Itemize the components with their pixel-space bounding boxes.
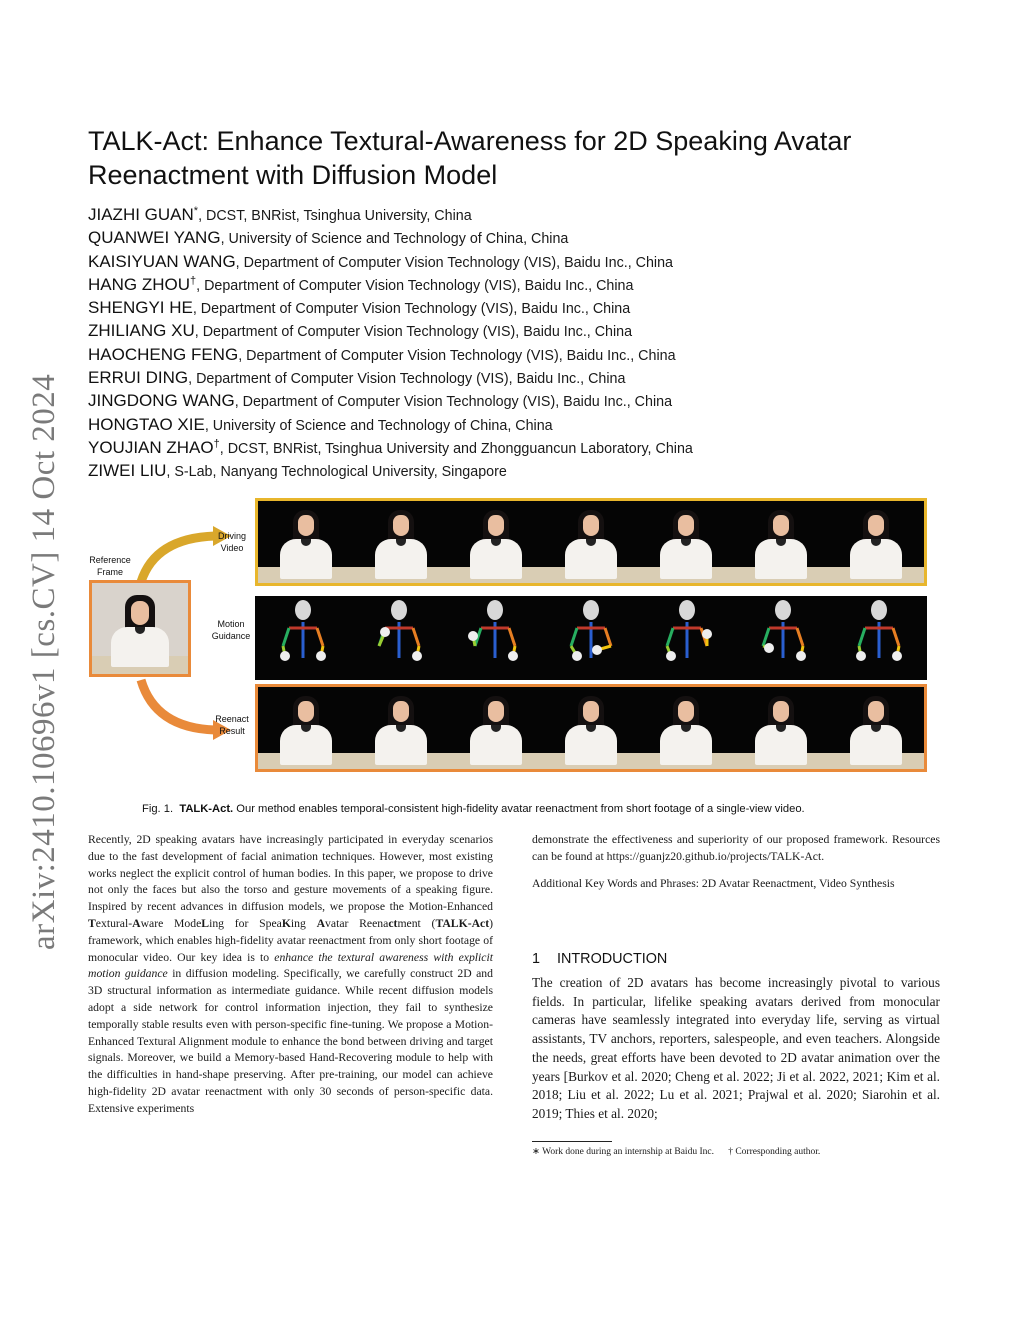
driving-video-strip [255, 498, 927, 586]
author-name: JINGDONG WANG [88, 391, 235, 411]
left-hand [572, 651, 582, 661]
right-hand [508, 651, 518, 661]
author-line [88, 340, 908, 363]
author-name: JIAZHI GUAN [88, 205, 194, 224]
section-heading [532, 951, 667, 967]
label-reference-frame: Reference Frame [89, 555, 131, 577]
face-mesh [679, 600, 695, 620]
right-upper-arm [509, 628, 515, 646]
left-upper-arm [283, 628, 289, 646]
author-affiliation: , Department of Computer Vision Technology (VIS), Baidu Inc., China [188, 371, 626, 388]
driving-frame [829, 501, 924, 583]
author-affiliation: , DCST, BNRist, Tsinghua University and Zhongguancun Laboratory, China [219, 440, 693, 457]
result-frame [829, 687, 924, 769]
author-affiliation: , University of Science and Technology of China, China [204, 417, 553, 434]
result-frame [258, 687, 353, 769]
author-name: ZHILIANG XU [88, 321, 195, 341]
abstract-text [88, 832, 493, 1118]
face-mesh [583, 600, 599, 620]
caption-text: Our method enables temporal-consistent high-fidelity avatar reenactment from short footage of a single-view video. [233, 803, 805, 815]
motion-frame [639, 596, 735, 680]
caption-prefix: Fig. 1. [142, 803, 174, 815]
left-upper-arm [859, 628, 865, 646]
pose-skeleton [447, 596, 543, 680]
introduction-text: The creation of 2D avatars has become increasingly pivotal to various fields. In particular, lifelike speaking avatars derived from monocular cameras have seamlessly integrated into everyday life, serving as virtual assistants, TV anchors, reporters, salespeople, and even teachers. Alongside the needs, great efforts have been devoted to 2D avatar animation over the years [Burkov et al. 2020; Cheng et al. 2022; Ji et al. 2022, 2021; Kim et al. 2018; Liu et al. 2022; Lu et al. 2021; Prajwal et al. 2020; Siarohin et al. 2019; Thies et al. 2020; [532, 975, 940, 1121]
abstract-bold: A [316, 916, 326, 930]
author-name: ZIWEI LIU [88, 461, 167, 481]
author-line [88, 200, 908, 223]
author-line [88, 223, 908, 246]
result-frame [639, 687, 734, 769]
left-hand [468, 631, 478, 641]
arxiv-identifier: arXiv:2410.10696v1 [cs.CV] 14 Oct 2024 [26, 373, 62, 950]
author-list [88, 200, 908, 480]
author-superscript: † [190, 274, 197, 287]
author-line [88, 293, 908, 316]
driving-frame [639, 501, 734, 583]
abstract-italic: enhance the textural awareness with explicit motion guidance [88, 950, 493, 981]
author-affiliation: , Department of Computer Vision Technology (VIS), Baidu Inc., China [192, 301, 631, 318]
abstract-part: ware Mode [140, 916, 202, 930]
author-line [88, 363, 908, 386]
author-name: YOUJIAN ZHAO [88, 437, 214, 457]
motion-frame [543, 596, 639, 680]
motion-frame [447, 596, 543, 680]
author-line [88, 410, 908, 433]
abstract-bold: T [88, 916, 96, 930]
footnote-text: Corresponding author. [732, 1147, 821, 1157]
author-name: HAOCHENG FENG [88, 344, 239, 364]
author-affiliation: , Department of Computer Vision Technology (VIS), Baidu Inc., China [235, 254, 674, 271]
right-hand [316, 651, 326, 661]
pose-skeleton [831, 596, 927, 680]
motion-frame [351, 596, 447, 680]
author-line [88, 386, 908, 409]
abstract-part: Recently, 2D speaking avatars have increasingly participated in everyday scenarios due to the fast development of facial animation techniques. However, most existing works neglect the explicit control of human bodies. In this paper, we propose to drive not only the faces but also the torso and gesture movements of a speaking figure. Inspired by recent advances in diffusion models, we propose the Motion-Enhanced [88, 833, 493, 914]
left-upper-arm [571, 628, 577, 646]
right-upper-arm [605, 628, 611, 646]
author-name: HANG ZHOU [88, 274, 190, 294]
figure-teaser [85, 496, 930, 786]
abstract-part: ing for Spea [209, 916, 282, 930]
footnote-text: Work done during an internship at Baidu Inc. [539, 1147, 714, 1157]
motion-guidance-strip [255, 596, 927, 680]
result-frame [543, 687, 638, 769]
paper-title: TALK-Act: Enhance Textural-Awareness for 2D Speaking Avatar Reenactment with Diffusion Model [88, 126, 852, 190]
abstract-part: vatar Reena [325, 916, 389, 930]
abstract-part: ing [290, 916, 317, 930]
left-hand [666, 651, 676, 661]
keywords: Additional Key Words and Phrases: 2D Avatar Reenactment, Video Synthesis [532, 877, 895, 890]
footnote-divider [532, 1141, 612, 1142]
author-affiliation: , University of Science and Technology of China, China [220, 231, 569, 248]
label-driving-video: Driving Video [217, 531, 246, 553]
pose-skeleton [735, 596, 831, 680]
author-affiliation: , S-Lab, Nanyang Technological University, Singapore [166, 464, 507, 481]
driving-frame [258, 501, 353, 583]
label-motion-guidance: Motion Guidance [211, 619, 251, 641]
pose-skeleton [543, 596, 639, 680]
arrow-to-result [141, 680, 215, 730]
author-name: ERRUI DING [88, 368, 189, 388]
reenact-result-strip [255, 684, 927, 772]
face-mesh [871, 600, 887, 620]
face-mesh [487, 600, 503, 620]
abstract-part: ment ( [397, 916, 436, 930]
author-affiliation: , Department of Computer Vision Technology (VIS), Baidu Inc., China [194, 324, 633, 341]
abstract-part: in diffusion modeling. Specifically, we carefully construct 2D and 3D structural information as intermediate guidance. While recent diffusion models adopt a side network for control information injection, they fail to synthesize temporally stable results even with person-specific fine-tuning. We propose a Motion-Enhanced Textural Alignment module to enhance the bond between driving and target signals. Moreover, we build a Memory-based Hand-Recovering module to help with the difficulties in hand-shape preserving. After pre-training, our model can achieve high-fidelity 2D avatar reenactment with only 30 seconds of person-specific data. Extensive experiments [88, 967, 493, 1115]
right-hand [412, 651, 422, 661]
abstract-part: extural- [95, 916, 133, 930]
right-hand [796, 651, 806, 661]
face-mesh [775, 600, 791, 620]
caption-title: TALK-Act. [179, 803, 234, 815]
right-upper-arm [797, 628, 803, 646]
driving-frame [543, 501, 638, 583]
result-frame [448, 687, 543, 769]
pose-skeleton [255, 596, 351, 680]
driving-frame [448, 501, 543, 583]
figure-caption [142, 803, 902, 815]
author-name: QUANWEI YANG [88, 228, 221, 248]
pose-skeleton [351, 596, 447, 680]
abstract-bold: A [132, 916, 141, 930]
result-frame [353, 687, 448, 769]
motion-frame [255, 596, 351, 680]
abstract-bold: ct [388, 916, 398, 930]
right-hand [592, 645, 602, 655]
motion-frame [831, 596, 927, 680]
left-upper-arm [667, 628, 673, 646]
left-hand [764, 643, 774, 653]
author-name: HONGTAO XIE [88, 414, 205, 434]
author-line [88, 270, 908, 293]
abstract-continued: demonstrate the effectiveness and superiority of our proposed framework. Resources can be found at https://guanjz20.github.io/projects/TALK-Act. [532, 833, 940, 863]
right-upper-arm [317, 628, 323, 646]
reference-frame-image [89, 580, 191, 677]
footnote-dagger: † [728, 1147, 733, 1157]
author-superscript: * [193, 205, 199, 217]
right-upper-arm [413, 628, 419, 646]
right-hand [892, 651, 902, 661]
left-hand [380, 627, 390, 637]
driving-frame [734, 501, 829, 583]
left-hand [856, 651, 866, 661]
face-mesh [391, 600, 407, 620]
author-name: SHENGYI HE [88, 298, 193, 318]
label-reenact-result: Reenact Result [215, 714, 249, 736]
footnote-star: ∗ [532, 1147, 540, 1157]
author-superscript: † [213, 437, 220, 450]
footnote [532, 1146, 820, 1157]
author-affiliation: , Department of Computer Vision Technology (VIS), Baidu Inc., China [196, 277, 634, 294]
motion-frame [735, 596, 831, 680]
abstract-bold: TALK-Act [435, 916, 490, 930]
section-number: 1 [532, 951, 541, 967]
left-hand [280, 651, 290, 661]
pose-skeleton [639, 596, 735, 680]
abstract-bold: K [281, 916, 291, 930]
author-affiliation: , Department of Computer Vision Technology (VIS), Baidu Inc., China [234, 394, 673, 411]
author-line [88, 247, 908, 270]
right-upper-arm [893, 628, 899, 646]
author-name: KAISIYUAN WANG [88, 251, 236, 271]
author-line [88, 433, 908, 456]
abstract-bold: L [201, 916, 210, 930]
author-line [88, 316, 908, 339]
abstract-part: ) framework, which enables high-fidelity avatar reenactment from only short footage of monocular video. Our key idea is to [88, 916, 494, 964]
author-affiliation: , Department of Computer Vision Technology (VIS), Baidu Inc., China [238, 347, 676, 364]
arrow-to-driving [141, 536, 215, 582]
face-mesh [295, 600, 311, 620]
result-frame [734, 687, 829, 769]
author-affiliation: , DCST, BNRist, Tsinghua University, China [198, 208, 472, 224]
author-line [88, 456, 908, 479]
driving-frame [353, 501, 448, 583]
section-title: INTRODUCTION [557, 951, 668, 967]
right-hand [702, 629, 712, 639]
